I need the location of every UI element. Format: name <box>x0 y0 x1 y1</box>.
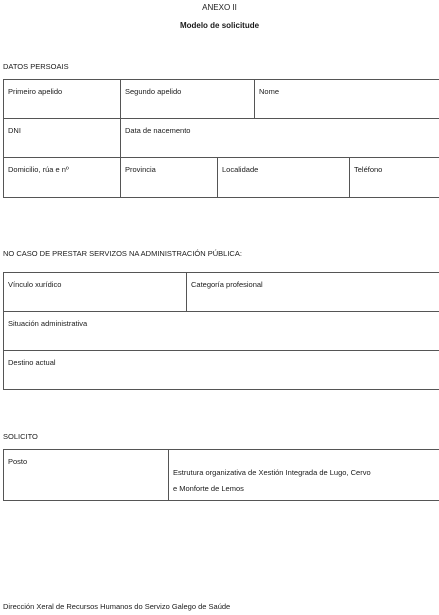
professional-category-field[interactable] <box>187 273 439 312</box>
personal-data-heading: DATOS PERSOAIS <box>3 62 69 71</box>
address-label: Domicilio, rúa e nº <box>8 165 69 174</box>
birth-date-label: Data de nacemento <box>125 126 191 135</box>
province-field[interactable] <box>121 158 218 198</box>
footer-text: Dirección Xeral de Recursos Humanos do Servizo Galego de Saúde <box>3 602 231 611</box>
professional-category-label: Categoría profesional <box>191 280 263 289</box>
locality-field[interactable] <box>218 158 350 198</box>
legal-bond-field[interactable] <box>4 273 187 312</box>
first-surname-field[interactable] <box>4 80 121 119</box>
phone-field[interactable] <box>350 158 439 198</box>
second-surname-label: Segundo apelido <box>125 87 182 96</box>
request-heading: SOLICITO <box>3 432 38 441</box>
current-destination-label: Destino actual <box>8 358 56 367</box>
public-service-heading: NO CASO DE PRESTAR SERVIZOS NA ADMINISTRACIÓN PÚBLICA: <box>3 249 242 258</box>
phone-label: Teléfono <box>354 165 383 174</box>
post-value-line-2: e Monforte de Lemos <box>173 484 244 493</box>
post-value-cell <box>169 450 439 501</box>
legal-bond-label: Vínculo xurídico <box>8 280 62 289</box>
post-label: Posto <box>8 457 28 466</box>
dni-label: DNI <box>8 126 21 135</box>
locality-label: Localidade <box>222 165 259 174</box>
post-value-line-1: Estrutura organizativa de Xestión Integrada de Lugo, Cervo <box>173 468 371 477</box>
personal-data-table <box>3 79 439 198</box>
address-field[interactable] <box>4 158 121 198</box>
name-field[interactable] <box>255 80 439 119</box>
administrative-status-field[interactable] <box>4 312 439 351</box>
dni-field[interactable] <box>4 119 121 158</box>
birth-date-field[interactable] <box>121 119 439 158</box>
annex-title: ANEXO II <box>202 3 237 12</box>
second-surname-field[interactable] <box>121 80 255 119</box>
request-table <box>3 449 439 501</box>
administrative-status-label: Situación administrativa <box>8 319 88 328</box>
name-label: Nome <box>259 87 280 96</box>
first-surname-label: Primeiro apelido <box>8 87 63 96</box>
public-service-table <box>3 272 439 390</box>
post-label-cell <box>4 450 169 501</box>
current-destination-field[interactable] <box>4 351 439 390</box>
province-label: Provincia <box>125 165 156 174</box>
form-title: Modelo de solicitude <box>179 21 260 30</box>
